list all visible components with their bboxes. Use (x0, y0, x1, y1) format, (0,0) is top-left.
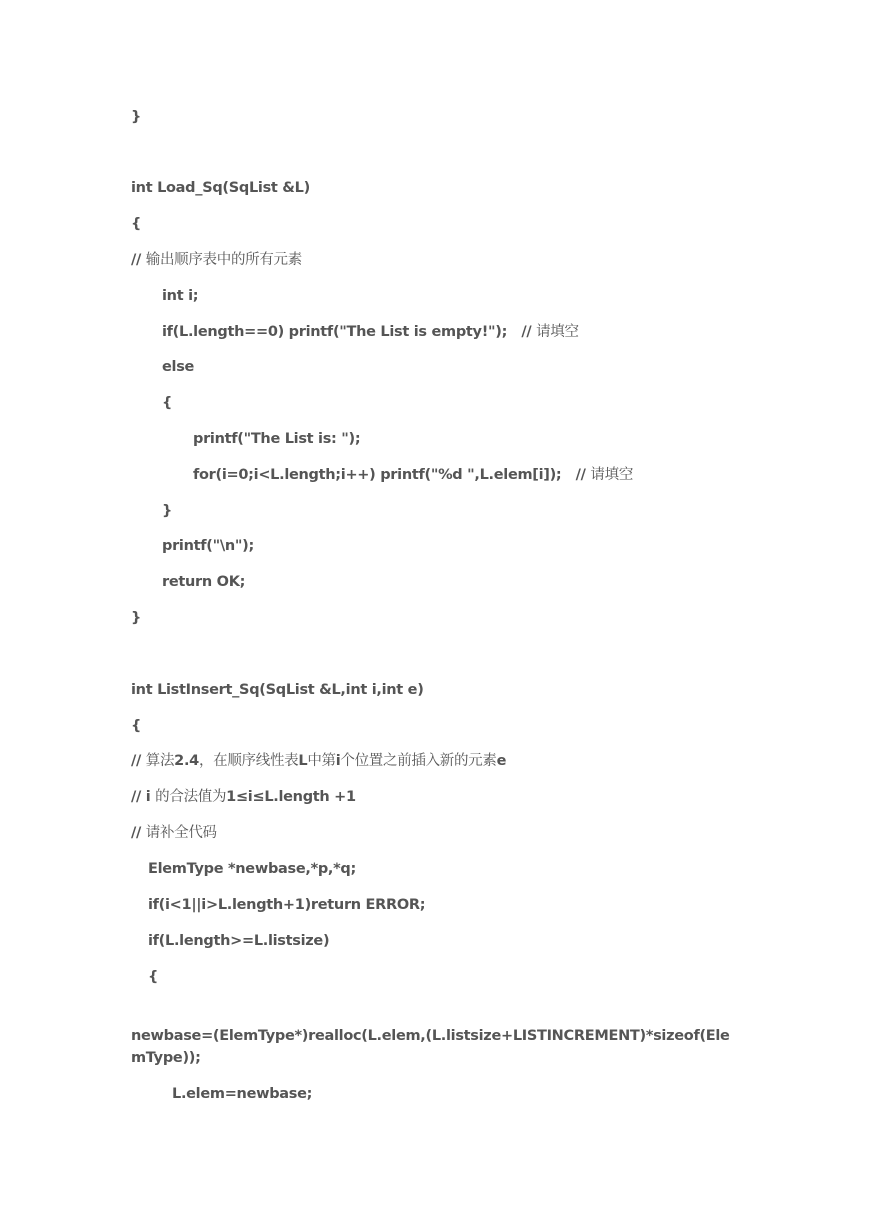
code-line (162, 393, 172, 413)
code-text: L.elem=newbase; (172, 1086, 313, 1102)
code-text: // (131, 825, 146, 841)
code-text: } (131, 109, 142, 125)
code-line (148, 931, 329, 951)
code-text: 1≤i≤L.length +1 (226, 789, 356, 805)
code-line (131, 716, 141, 736)
comment-line (131, 250, 302, 270)
code-line (193, 429, 360, 449)
comment-text: 请填空 (536, 324, 579, 340)
code-text: { (162, 395, 173, 411)
code-text: // (131, 753, 146, 769)
code-line (162, 536, 254, 556)
code-text: for(i=0;i<L.length;i++) printf("%d ",L.elem[i]); // (193, 467, 591, 483)
code-line (131, 178, 310, 198)
code-line (131, 680, 424, 700)
code-text: { (131, 216, 142, 232)
code-line (172, 1084, 312, 1104)
code-text: } (131, 610, 142, 626)
code-text: { (148, 969, 159, 985)
code-text: return OK; (162, 574, 246, 590)
code-line (131, 107, 141, 127)
code-text: int ListInsert_Sq(SqList &L,int i,int e) (131, 682, 424, 698)
comment-line (131, 823, 217, 843)
comment-text: 输出顺序表中的所有元素 (145, 252, 302, 268)
code-text: printf("The List is: "); (193, 431, 361, 447)
code-text: else (162, 359, 195, 375)
code-text: i (335, 753, 341, 769)
comment-text: 请补全代码 (145, 825, 217, 841)
code-line (162, 286, 198, 306)
comment-text: 算法 (145, 753, 175, 769)
code-line (162, 572, 245, 592)
code-line (162, 501, 172, 521)
code-text: if(L.length>=L.listsize) (148, 933, 330, 949)
code-text: L (298, 753, 308, 769)
code-text: // i (131, 789, 156, 805)
code-line (131, 608, 141, 628)
code-text: 2.4 (174, 753, 199, 769)
comment-text: 的合法值为 (155, 789, 227, 805)
code-text: ElemType *newbase,*p,*q; (148, 861, 357, 877)
code-text: if(i<1||i>L.length+1)return ERROR; (148, 897, 426, 913)
code-text: e (496, 753, 507, 769)
comment-text: 请填空 (590, 467, 634, 483)
code-text: int Load_Sq(SqList &L) (131, 180, 310, 196)
code-line (131, 214, 141, 234)
comment-line (131, 787, 356, 807)
comment-line (131, 751, 506, 771)
code-text: // (131, 252, 146, 268)
code-line (162, 357, 194, 377)
code-line (148, 895, 425, 915)
code-text: if(L.length==0) printf("The List is empty!"); // (162, 324, 537, 340)
comment-text: ，在顺序线性表 (198, 753, 299, 769)
code-line-wrapped (131, 1025, 741, 1069)
comment-text: 中第 (307, 753, 336, 769)
code-line (162, 322, 579, 342)
code-text: { (131, 718, 142, 734)
code-text: } (162, 503, 173, 519)
code-line (148, 967, 158, 987)
code-text: int i; (162, 288, 199, 304)
code-text: printf("\n"); (162, 538, 254, 554)
comment-text: 个位置之前插入新的元素 (340, 753, 497, 769)
code-line (193, 465, 633, 485)
code-text: newbase=(ElemType*)realloc(L.elem,(L.listsize+LISTINCREMENT)*sizeof(ElemType)); (131, 1028, 730, 1066)
code-line (148, 859, 356, 879)
